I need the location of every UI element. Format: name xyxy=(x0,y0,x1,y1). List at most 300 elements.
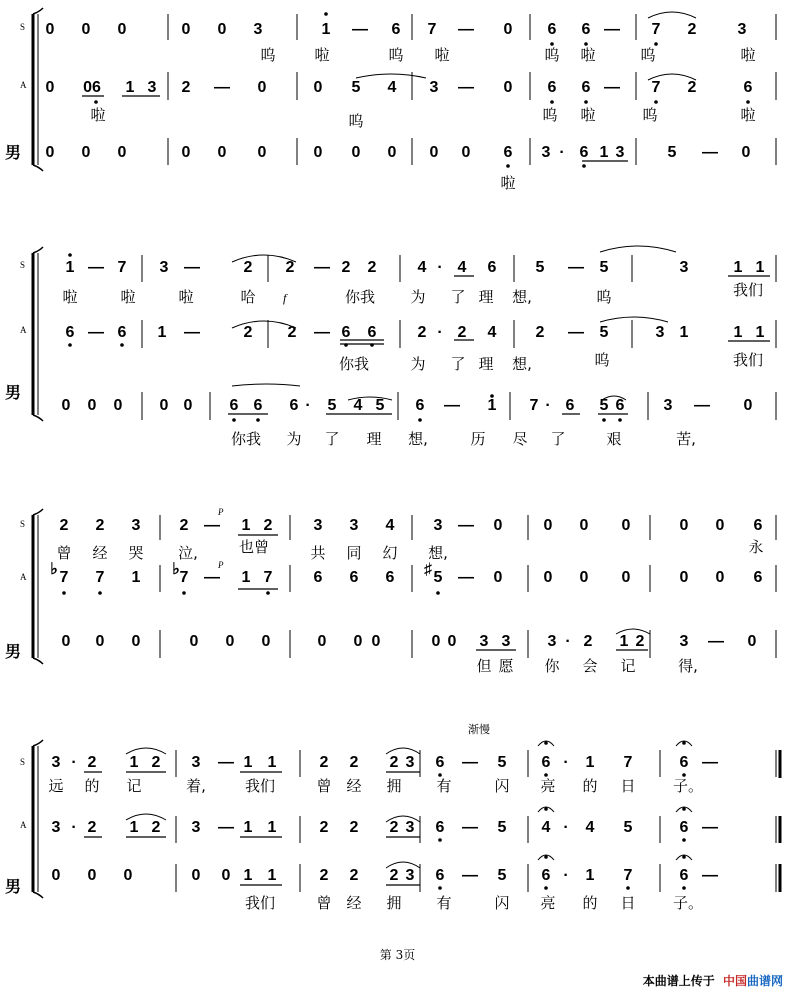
voice-label-s: S xyxy=(20,260,26,270)
note-cell: 4 xyxy=(353,397,363,414)
note-cell: 0 xyxy=(317,633,327,650)
note-cell: 3 xyxy=(479,633,489,650)
note-cell: 0 xyxy=(741,144,751,161)
note-cell: 6 xyxy=(487,259,497,276)
note-cell: 0 xyxy=(217,144,227,161)
lyric-cell: 历 xyxy=(470,430,486,448)
lyric-cell: 曾 xyxy=(316,777,332,795)
note-cell: 3 xyxy=(655,324,665,341)
note-cell: — xyxy=(204,517,220,534)
note-cell: 5 xyxy=(497,754,507,771)
note-cell: 2 xyxy=(243,324,253,341)
note-cell: 0 xyxy=(715,569,725,586)
note-cell: 0 xyxy=(113,397,123,414)
lyric-cell: 哭 xyxy=(128,544,144,562)
octave-dot xyxy=(584,100,588,104)
note-cell: 2 xyxy=(151,754,161,771)
lyric-cell: 你我 xyxy=(344,288,376,306)
lyric-cell: 想, xyxy=(512,355,532,373)
slur xyxy=(356,74,426,78)
voice-label-a: A xyxy=(20,80,27,90)
octave-dot xyxy=(182,591,186,595)
lyric-cell: 日 xyxy=(620,777,636,795)
slur xyxy=(600,246,676,252)
octave-dot xyxy=(68,343,72,347)
lyric-cell: 了 xyxy=(450,355,466,373)
note-cell: · xyxy=(559,144,565,161)
note-cell: 6 xyxy=(65,324,75,341)
note-cell: 0 xyxy=(95,633,105,650)
lyric-cell: 啦 xyxy=(580,46,596,64)
note-cell: 2 xyxy=(263,517,273,534)
octave-dot xyxy=(506,164,510,168)
lyric-cell: 呜 xyxy=(544,46,560,64)
voice-label-a: A xyxy=(20,820,27,830)
octave-dot xyxy=(438,838,442,842)
lyric-cell: 呜 xyxy=(596,288,612,306)
note-cell: 3 xyxy=(147,79,157,96)
note-cell: 0 xyxy=(387,144,397,161)
lyric-cell: 我们 xyxy=(732,281,764,299)
note-cell: 0 xyxy=(313,144,323,161)
note-cell: 3 xyxy=(405,867,415,884)
note-cell: 6 xyxy=(117,324,127,341)
octave-dot xyxy=(232,418,236,422)
note-cell: 0 xyxy=(461,144,471,161)
note-cell: 0 xyxy=(181,144,191,161)
note-cell: 3 xyxy=(663,397,673,414)
note-cell: 1 xyxy=(599,144,609,161)
note-cell: 2 xyxy=(417,324,427,341)
note-cell: 1 xyxy=(733,259,743,276)
source-credit-text: 本曲谱上传于 xyxy=(642,974,715,988)
note-cell: 0 xyxy=(87,397,97,414)
note-cell: 0 xyxy=(431,633,441,650)
note-cell: 6 xyxy=(565,397,575,414)
lyric-cell: 永 xyxy=(748,538,764,556)
octave-dot xyxy=(266,591,270,595)
note-cell: 0 xyxy=(493,517,503,534)
note-cell: 2 xyxy=(87,819,97,836)
lyric-cell: 你我 xyxy=(230,430,262,448)
octave-dot xyxy=(682,855,686,859)
note-cell: 1 xyxy=(241,517,251,534)
lyric-cell: 呜 xyxy=(642,106,658,124)
note-cell: 6 xyxy=(581,21,591,38)
note-cell: 6 xyxy=(503,144,513,161)
voice-label-male: 男 xyxy=(5,143,22,162)
note-cell: 1 xyxy=(679,324,689,341)
note-cell: 6 xyxy=(229,397,239,414)
note-cell: 2 xyxy=(635,633,645,650)
note-cell: — xyxy=(444,397,460,414)
note-cell: 0 xyxy=(61,633,71,650)
voice-label-s: S xyxy=(20,22,26,32)
lyric-cell: 呜 xyxy=(348,112,364,130)
lyric-cell: 哈 xyxy=(240,288,256,306)
note-cell: — xyxy=(702,754,718,771)
note-cell: 1 xyxy=(243,754,253,771)
note-cell: 2 xyxy=(389,754,399,771)
lyric-cell: 的 xyxy=(84,777,100,795)
note-cell: 1 xyxy=(131,569,141,586)
note-cell: 0 xyxy=(61,397,71,414)
lyric-cell: 我们 xyxy=(244,894,276,912)
voice-label-male: 男 xyxy=(5,383,22,402)
voice-label-male: 男 xyxy=(5,877,22,896)
bracket-hook xyxy=(33,247,43,253)
note-cell: · xyxy=(563,819,569,836)
note-cell: 6 xyxy=(581,79,591,96)
note-cell: 0 xyxy=(191,867,201,884)
lyric-cell: 想, xyxy=(408,430,428,448)
note-cell: 2 xyxy=(243,259,253,276)
octave-dot xyxy=(68,253,72,257)
lyric-cell: 为 xyxy=(410,288,426,306)
lyric-cell: 你我 xyxy=(338,355,370,373)
lyric-cell: 记 xyxy=(126,777,142,795)
octave-dot xyxy=(544,741,548,745)
note-cell: 2 xyxy=(583,633,593,650)
note-cell: 2 xyxy=(389,819,399,836)
note-cell: 7 xyxy=(95,569,105,586)
lyric-cell: 为 xyxy=(410,355,426,373)
lyric-cell: 了 xyxy=(450,288,466,306)
note-cell: — xyxy=(458,21,474,38)
lyric-cell: 为 xyxy=(286,430,302,448)
lyric-cell: 理 xyxy=(366,430,382,448)
lyric-cell: 啦 xyxy=(178,288,194,306)
note-cell: 3 xyxy=(547,633,557,650)
note-cell: 06 xyxy=(83,79,101,96)
note-cell: 1 xyxy=(129,754,139,771)
note-cell: 0 xyxy=(353,633,363,650)
lyric-cell: 了 xyxy=(550,430,566,448)
voice-label-s: S xyxy=(20,757,26,767)
note-cell: · xyxy=(71,819,77,836)
lyric-cell: 会 xyxy=(582,657,598,675)
note-cell: 2 xyxy=(389,867,399,884)
note-cell: 2 xyxy=(349,819,359,836)
note-cell: 1 xyxy=(267,819,277,836)
note-cell: — xyxy=(702,819,718,836)
source-credit xyxy=(643,972,783,989)
note-cell: 5 xyxy=(327,397,337,414)
octave-dot xyxy=(418,418,422,422)
note-cell: 5 xyxy=(599,397,609,414)
octave-dot xyxy=(120,343,124,347)
note-cell: 3 xyxy=(191,754,201,771)
lyric-cell: 子。 xyxy=(672,777,704,795)
octave-dot xyxy=(438,886,442,890)
note-cell: 2 xyxy=(349,754,359,771)
lyric-cell: 理 xyxy=(478,288,494,306)
lyric-cell: 你 xyxy=(544,657,560,675)
note-cell: 7 xyxy=(651,79,661,96)
note-cell: 3 xyxy=(131,517,141,534)
octave-dot xyxy=(544,886,548,890)
octave-dot xyxy=(626,886,630,890)
note-cell: — xyxy=(458,517,474,534)
lyric-cell: 的 xyxy=(582,894,598,912)
note-cell: — xyxy=(702,867,718,884)
note-cell: 3 xyxy=(51,819,61,836)
octave-dot xyxy=(682,838,686,842)
note-cell: 0 xyxy=(45,21,55,38)
note-cell: 0 xyxy=(159,397,169,414)
note-cell: 0 xyxy=(221,867,231,884)
note-cell: 2 xyxy=(59,517,69,534)
note-cell: 4 xyxy=(385,517,395,534)
lyric-cell: 艰 xyxy=(606,430,622,448)
note-cell: 0 xyxy=(543,517,553,534)
lyric-cell: 子。 xyxy=(672,894,704,912)
note-cell: 7 xyxy=(179,569,189,586)
bracket-hook xyxy=(33,165,43,171)
note-cell: 6 xyxy=(547,21,557,38)
lyric-cell: 经 xyxy=(92,544,108,562)
note-cell: 1 xyxy=(129,819,139,836)
note-cell: 1 xyxy=(321,21,331,38)
note-cell: 0 xyxy=(189,633,199,650)
octave-dot xyxy=(544,807,548,811)
note-cell: 7 xyxy=(263,569,273,586)
octave-dot xyxy=(682,886,686,890)
note-cell: 6 xyxy=(679,867,689,884)
note-cell: — xyxy=(184,259,200,276)
note-cell: 1 xyxy=(157,324,167,341)
note-cell: 7 xyxy=(651,21,661,38)
octave-dot xyxy=(544,855,548,859)
note-cell: 0 xyxy=(679,517,689,534)
note-cell: 6 xyxy=(679,819,689,836)
note-cell: — xyxy=(708,633,724,650)
lyric-cell: 也曾 xyxy=(238,538,270,556)
voice-labels xyxy=(5,22,27,896)
note-cell: 0 xyxy=(181,21,191,38)
note-cell: 2 xyxy=(535,324,545,341)
note-cell: — xyxy=(314,324,330,341)
note-cell: 3 xyxy=(541,144,551,161)
note-cell: 0 xyxy=(257,79,267,96)
note-cell: 5 xyxy=(375,397,385,414)
voice-label-a: A xyxy=(20,325,27,335)
note-cell: 1 xyxy=(733,324,743,341)
note-cell: 6 xyxy=(385,569,395,586)
note-cell: 0 xyxy=(351,144,361,161)
lyric-cell: 着, xyxy=(186,777,206,795)
lyric-cell: 愿 xyxy=(498,657,514,675)
note-cell: 4 xyxy=(487,324,497,341)
note-cell: — xyxy=(184,324,200,341)
lyric-cell: 泣, xyxy=(178,544,198,562)
octave-dot xyxy=(98,591,102,595)
note-cell: 3 xyxy=(313,517,323,534)
note-cell: 4 xyxy=(457,259,467,276)
note-cell: · xyxy=(563,754,569,771)
note-cell: 6 xyxy=(289,397,299,414)
octave-dot xyxy=(62,591,66,595)
note-cell: — xyxy=(694,397,710,414)
note-cell: — xyxy=(352,21,368,38)
note-cell: 6 xyxy=(367,324,377,341)
note-cell: 5 xyxy=(433,569,443,586)
note-cell: 3 xyxy=(679,633,689,650)
note-cell: 4 xyxy=(387,79,397,96)
note-cell: 0 xyxy=(131,633,141,650)
note-cell: 3 xyxy=(433,517,443,534)
note-cell: 1 xyxy=(241,569,251,586)
note-cell: 1 xyxy=(755,259,765,276)
lyric-cell: 呜 xyxy=(640,46,656,64)
note-cell: 5 xyxy=(623,819,633,836)
note-cell: 0 xyxy=(503,79,513,96)
lyric-cell: 曾 xyxy=(316,894,332,912)
note-cell: 3 xyxy=(429,79,439,96)
lyric-cell: 亮 xyxy=(540,777,556,795)
lyric-cell: 同 xyxy=(346,544,362,562)
note-cell: 2 xyxy=(687,79,697,96)
voice-label-a: A xyxy=(20,572,27,582)
dynamic-piano: P xyxy=(218,507,224,517)
note-cell: 7 xyxy=(59,569,69,586)
note-cell: · xyxy=(305,397,311,414)
note-cell: 6 xyxy=(679,754,689,771)
dynamic-forte: f xyxy=(283,291,287,305)
note-cell: 0 xyxy=(217,21,227,38)
note-cell: 0 xyxy=(117,21,127,38)
lyric-cell: 经 xyxy=(346,894,362,912)
lyric-cell: 但 xyxy=(476,657,492,675)
lyric-cell: 呜 xyxy=(388,46,404,64)
dynamic-piano: P xyxy=(218,560,224,570)
note-cell: 3 xyxy=(615,144,625,161)
note-cell: 3 xyxy=(159,259,169,276)
lyric-cell: 呜 xyxy=(260,46,276,64)
voice-label-male: 男 xyxy=(5,642,22,661)
octave-dot xyxy=(256,418,260,422)
note-cell: ♯ xyxy=(424,561,432,578)
note-cell: — xyxy=(88,259,104,276)
note-cell: 6 xyxy=(753,517,763,534)
note-cell: · xyxy=(565,633,571,650)
note-cell: 0 xyxy=(621,569,631,586)
note-cell: 5 xyxy=(667,144,677,161)
bracket-hook xyxy=(33,892,43,898)
lyric-cell: 亮 xyxy=(540,894,556,912)
note-cell: 0 xyxy=(261,633,271,650)
note-cell: 6 xyxy=(743,79,753,96)
system-brackets xyxy=(33,8,43,898)
note-cell: 0 xyxy=(225,633,235,650)
octave-dot xyxy=(654,100,658,104)
lyric-cell: 经 xyxy=(346,777,362,795)
note-cell: 3 xyxy=(737,21,747,38)
note-cell: 5 xyxy=(599,324,609,341)
note-cell: — xyxy=(88,324,104,341)
note-cell: — xyxy=(462,819,478,836)
note-cell: 0 xyxy=(45,144,55,161)
note-cell: — xyxy=(604,79,620,96)
note-cell: 0 xyxy=(45,79,55,96)
note-cell: 3 xyxy=(253,21,263,38)
lyric-cell: 幻 xyxy=(382,544,398,562)
note-cell: 0 xyxy=(679,569,689,586)
lyric-cell: 啦 xyxy=(314,46,330,64)
note-cell: · xyxy=(563,867,569,884)
note-cell: 1 xyxy=(619,633,629,650)
note-cell: 2 xyxy=(319,819,329,836)
note-cell: 6 xyxy=(253,397,263,414)
note-cell: 7 xyxy=(117,259,127,276)
note-cell: 3 xyxy=(679,259,689,276)
note-cell: 3 xyxy=(405,819,415,836)
lyric-cell: 啦 xyxy=(740,106,756,124)
note-cell: 7 xyxy=(623,867,633,884)
note-cell: 0 xyxy=(503,21,513,38)
note-cell: — xyxy=(458,79,474,96)
note-cell: 6 xyxy=(753,569,763,586)
lyric-cell: 苦, xyxy=(676,430,696,448)
note-cell: 0 xyxy=(429,144,439,161)
notation-text xyxy=(46,21,765,912)
lyric-cell: 啦 xyxy=(580,106,596,124)
voice-label-s: S xyxy=(20,519,26,529)
note-cell: 4 xyxy=(541,819,551,836)
note-cell: 2 xyxy=(151,819,161,836)
note-cell: 5 xyxy=(497,867,507,884)
lyric-cell: 啦 xyxy=(90,106,106,124)
lyric-cell: 呜 xyxy=(542,106,558,124)
lyric-cell: 想, xyxy=(428,544,448,562)
note-cell: 1 xyxy=(585,867,595,884)
note-cell: 2 xyxy=(687,21,697,38)
note-cell: 1 xyxy=(243,819,253,836)
lyric-cell: 闪 xyxy=(494,777,510,795)
note-cell: 5 xyxy=(535,259,545,276)
note-cell: 0 xyxy=(579,517,589,534)
note-cell: 1 xyxy=(755,324,765,341)
note-cell: 5 xyxy=(599,259,609,276)
note-cell: — xyxy=(218,754,234,771)
slur xyxy=(232,384,300,386)
note-cell: 0 xyxy=(747,633,757,650)
note-cell: 2 xyxy=(457,324,467,341)
note-cell: 0 xyxy=(117,144,127,161)
note-cell: 0 xyxy=(81,21,91,38)
note-cell: 6 xyxy=(349,569,359,586)
note-cell: 2 xyxy=(87,754,97,771)
octave-dot xyxy=(618,418,622,422)
lyric-cell: 尽 xyxy=(512,430,528,448)
lyric-cell: 啦 xyxy=(62,288,78,306)
lyric-cell: 啦 xyxy=(740,46,756,64)
lyric-cell: 拥 xyxy=(386,777,402,795)
note-cell: 6 xyxy=(541,754,551,771)
note-cell: — xyxy=(314,259,330,276)
octave-dot xyxy=(550,100,554,104)
note-cell: 7 xyxy=(623,754,633,771)
note-cell: — xyxy=(214,79,230,96)
note-cell: 6 xyxy=(435,867,445,884)
note-cell: 2 xyxy=(287,324,297,341)
lyric-cell: 理 xyxy=(478,355,494,373)
bracket-hook xyxy=(33,740,43,746)
note-cell: 2 xyxy=(95,517,105,534)
note-cell: — xyxy=(568,324,584,341)
note-cell: 3 xyxy=(51,754,61,771)
note-cell: 0 xyxy=(579,569,589,586)
